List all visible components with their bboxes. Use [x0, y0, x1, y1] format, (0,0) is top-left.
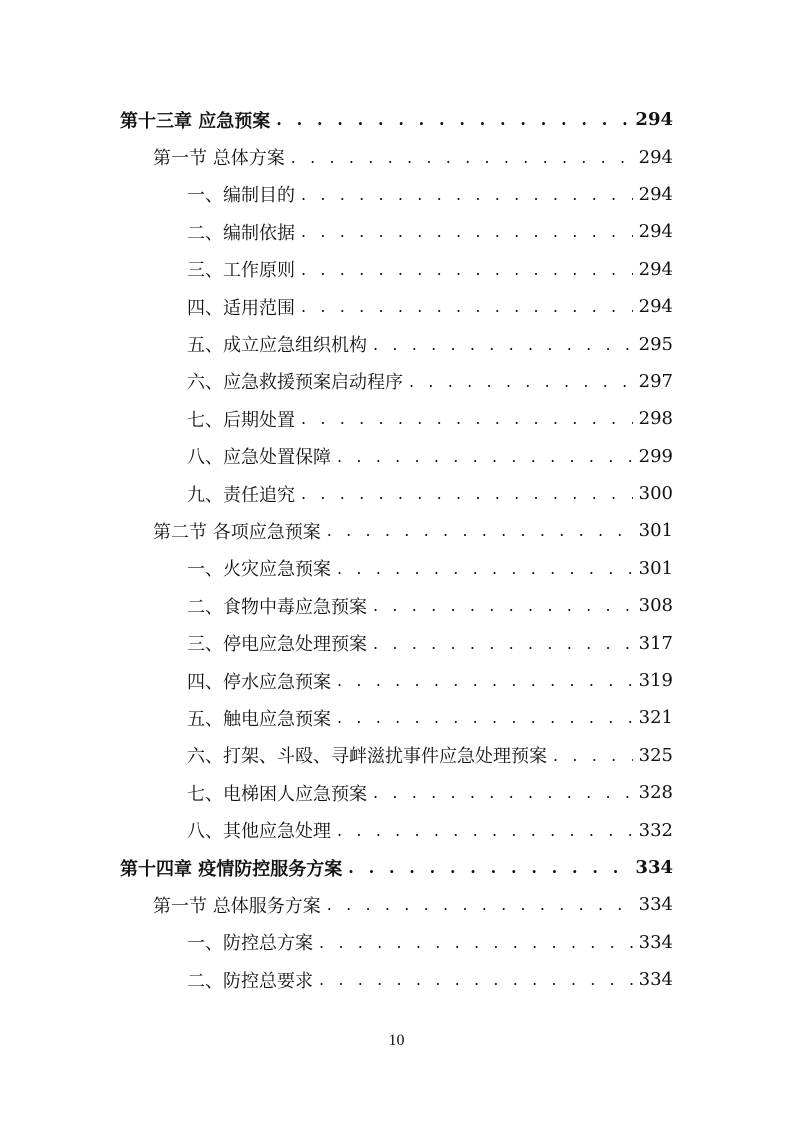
toc-entry-page: 295: [638, 333, 673, 355]
dot-leader: [337, 447, 633, 466]
page-number: 10: [388, 1032, 405, 1049]
toc-entry[interactable]: [0, 811, 793, 848]
dot-leader: [301, 409, 633, 428]
toc-entry[interactable]: [0, 176, 793, 213]
toc-entry-title: 三、停电应急处理预案: [187, 634, 367, 656]
toc-entry-page: 294: [635, 109, 673, 131]
toc-entry[interactable]: [0, 213, 793, 250]
dot-leader: [301, 222, 633, 241]
toc-entry-title: 四、停水应急预案: [187, 671, 331, 693]
toc-entry-title: 六、打架、斗殴、寻衅滋扰事件应急处理预案: [187, 746, 547, 768]
toc-entry-page: 294: [638, 183, 673, 205]
toc-entry-title: 九、责任追究: [187, 484, 295, 506]
toc-entry-page: 299: [638, 445, 673, 467]
toc-entry-page: 308: [638, 595, 673, 617]
toc-entry-title: 八、应急处置保障: [187, 447, 331, 469]
dot-leader: [373, 783, 633, 802]
toc-entry-title: 一、防控总方案: [187, 933, 313, 955]
toc-entry[interactable]: [0, 400, 793, 437]
toc-entry-title: 六、应急救援预案启动程序: [187, 372, 403, 394]
toc-entry-title: 七、后期处置: [187, 409, 295, 431]
dot-leader: [301, 260, 633, 279]
toc-entry[interactable]: [0, 624, 793, 661]
dot-leader: [337, 821, 633, 840]
toc-entry[interactable]: [0, 251, 793, 288]
table-of-contents: [0, 101, 793, 998]
toc-entry-title: 二、食物中毒应急预案: [187, 596, 367, 618]
toc-entry-page: 328: [638, 782, 673, 804]
toc-entry-page: 325: [638, 744, 673, 766]
dot-leader: [301, 484, 633, 503]
toc-entry-title: 四、适用范围: [187, 297, 295, 319]
toc-entry[interactable]: [0, 961, 793, 998]
toc-entry-page: 294: [638, 146, 673, 168]
toc-entry[interactable]: [0, 101, 793, 138]
toc-entry-page: 334: [638, 931, 673, 953]
toc-entry-title: 五、触电应急预案: [187, 708, 331, 730]
toc-entry-title: 一、编制目的: [187, 185, 295, 207]
toc-entry-page: 294: [638, 296, 673, 318]
dot-leader: [553, 746, 633, 765]
dot-leader: [276, 110, 629, 129]
toc-entry-title: 五、成立应急组织机构: [187, 335, 367, 357]
toc-entry-page: 334: [638, 969, 673, 991]
dot-leader: [319, 933, 633, 952]
toc-entry[interactable]: [0, 325, 793, 362]
toc-entry[interactable]: [0, 924, 793, 961]
dot-leader: [301, 297, 633, 316]
toc-entry-page: 334: [638, 894, 673, 916]
toc-entry-title: 二、编制依据: [187, 222, 295, 244]
toc-entry[interactable]: [0, 587, 793, 624]
toc-entry-page: 297: [638, 370, 673, 392]
toc-entry[interactable]: [0, 363, 793, 400]
dot-leader: [327, 521, 633, 540]
toc-entry-title: 第二节 各项应急预案: [153, 521, 321, 543]
dot-leader: [327, 895, 633, 914]
toc-entry-title: 八、其他应急处理: [187, 821, 331, 843]
toc-entry[interactable]: [0, 662, 793, 699]
toc-entry[interactable]: [0, 774, 793, 811]
dot-leader: [337, 559, 633, 578]
dot-leader: [409, 372, 633, 391]
toc-entry-title: 第一节 总体服务方案: [153, 895, 321, 917]
toc-entry-page: 294: [638, 221, 673, 243]
dot-leader: [373, 335, 633, 354]
dot-leader: [337, 708, 633, 727]
toc-entry-page: 317: [638, 632, 673, 654]
toc-entry-page: 300: [638, 483, 673, 505]
toc-entry[interactable]: [0, 512, 793, 549]
dot-leader: [348, 858, 629, 877]
toc-entry-page: 301: [638, 520, 673, 542]
toc-entry[interactable]: [0, 699, 793, 736]
toc-entry-page: 298: [638, 408, 673, 430]
toc-entry-title: 第一节 总体方案: [153, 148, 285, 170]
dot-leader: [291, 148, 633, 167]
dot-leader: [319, 970, 633, 989]
toc-entry-page: 319: [638, 670, 673, 692]
toc-entry[interactable]: [0, 138, 793, 175]
dot-leader: [301, 185, 633, 204]
toc-entry-title: 三、工作原则: [187, 260, 295, 282]
toc-entry-page: 332: [638, 819, 673, 841]
toc-entry[interactable]: [0, 475, 793, 512]
toc-entry-title: 第十四章 疫情防控服务方案: [120, 858, 343, 880]
dot-leader: [337, 671, 633, 690]
toc-entry-page: 301: [638, 557, 673, 579]
toc-entry[interactable]: [0, 288, 793, 325]
dot-leader: [373, 634, 633, 653]
toc-entry-title: 一、火灾应急预案: [187, 559, 331, 581]
toc-entry-title: 七、电梯困人应急预案: [187, 783, 367, 805]
toc-entry[interactable]: [0, 737, 793, 774]
dot-leader: [373, 596, 633, 615]
toc-entry-title: 第十三章 应急预案: [120, 110, 271, 132]
toc-entry[interactable]: [0, 849, 793, 886]
toc-entry-title: 二、防控总要求: [187, 970, 313, 992]
toc-entry-page: 334: [635, 857, 673, 878]
toc-entry-page: 321: [638, 707, 673, 729]
toc-entry[interactable]: [0, 886, 793, 923]
toc-entry[interactable]: [0, 550, 793, 587]
toc-entry-page: 294: [638, 258, 673, 280]
toc-entry[interactable]: [0, 438, 793, 475]
